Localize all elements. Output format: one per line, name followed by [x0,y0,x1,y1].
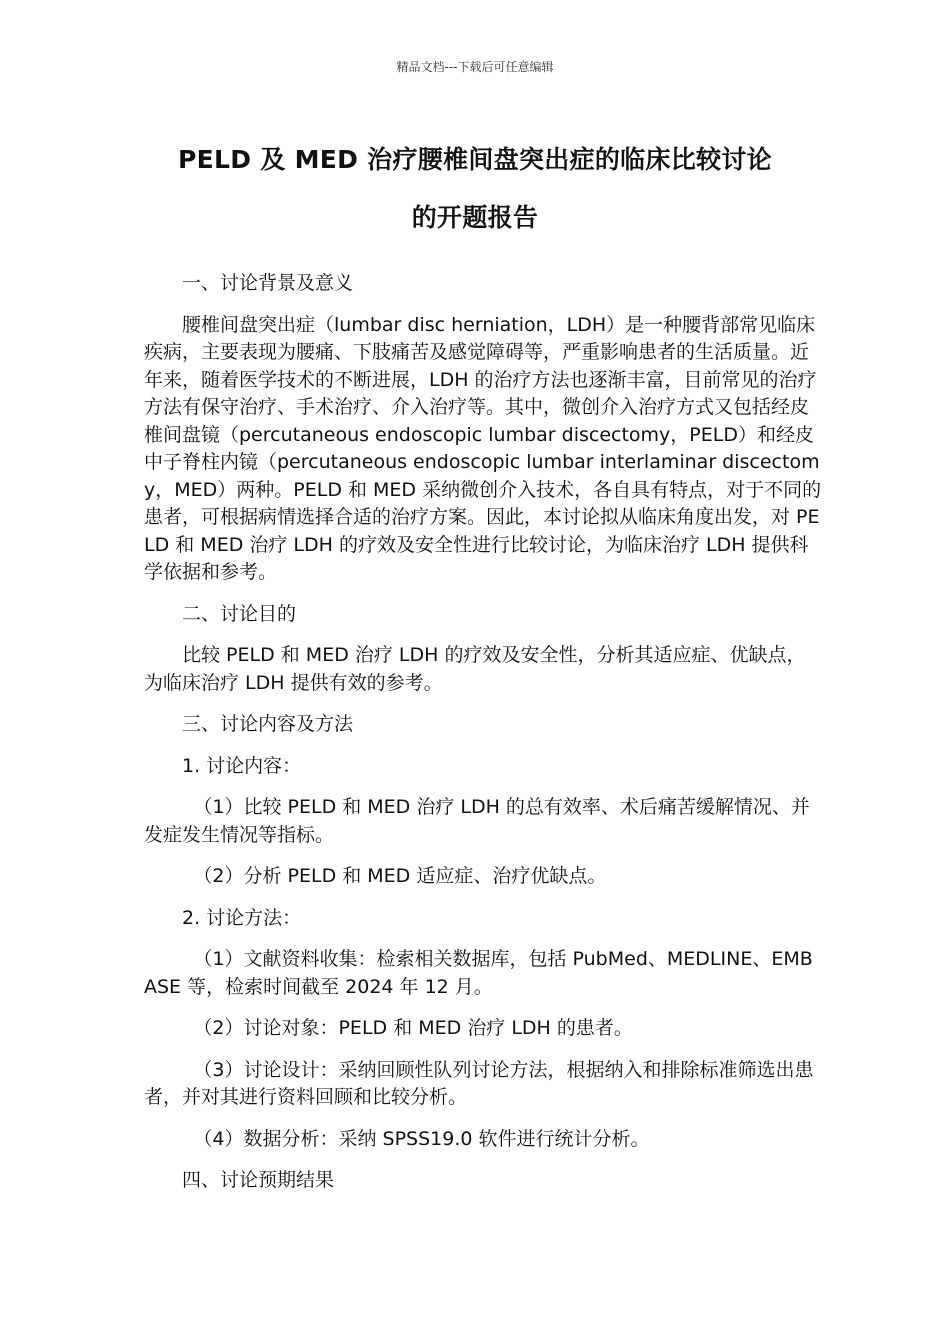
section-heading-content-method: 三、讨论内容及方法 [182,713,354,735]
content-item-1: （1）比较 PELD 和 MED 治疗 LDH 的总有效率、术后痛苦缓解情况、并发症发生情况等指标。 [144,796,810,846]
header-watermark: 精品文档---下载后可任意编辑 [396,60,554,74]
section-heading-background: 一、讨论背景及意义 [182,272,354,294]
document-title-line1: PELD 及 MED 治疗腰椎间盘突出症的临床比较讨论 [177,145,772,174]
section-heading-expected-results: 四、讨论预期结果 [182,1169,335,1191]
method-item-3: （3）讨论设计：采纳回顾性队列讨论方法，根据纳入和排除标准筛选出患者，并对其进行资料回顾和比较分析。 [144,1058,814,1108]
paragraph-background: 腰椎间盘突出症（lumbar disc herniation，LDH）是一种腰背部常见临床疾病，主要表现为腰痛、下肢痛苦及感觉障碍等，严重影响患者的生活质量。近年来，随着医学技术的不断进展，LDH 的治疗方法也逐渐丰富，目前常见的治疗方法有保守治疗、手术治疗、介入治疗等。其中，微创介入治疗方式又包括经皮椎间盘镜（percutaneous endoscopic lumbar discectomy，PELD）和经皮中子脊柱内镜（percutaneous endoscopic lumbar interlaminar discectomy，MED）两种。PELD 和 MED 采纳微创介入技术，各自具有特点，对于不同的患者，可根据病情选择合适的治疗方案。因此，本讨论拟从临床角度出发，对 PELD 和 MED 治疗 LDH 的疗效及安全性进行比较讨论，为临床治疗 LDH 提供科学依据和参考。 [144,313,822,583]
subheading-content: 1. 讨论内容： [182,754,302,777]
paragraph-purpose: 比较 PELD 和 MED 治疗 LDH 的疗效及安全性，分析其适应症、优缺点，为临床治疗 LDH 提供有效的参考。 [144,644,806,694]
content-item-2: （2）分析 PELD 和 MED 适应症、治疗优缺点。 [193,865,607,887]
method-item-4: （4）数据分析：采纳 SPSS19.0 软件进行统计分析。 [193,1127,650,1150]
section-heading-purpose: 二、讨论目的 [182,602,297,625]
document-body [144,270,824,1209]
method-item-1: （1）文献资料收集：检索相关数据库，包括 PubMed、MEDLINE、EMBASE 等，检索时间截至 2024 年 12 月。 [144,948,813,998]
document-title-line2: 的开题报告 [411,203,539,232]
subheading-method: 2. 讨论方法： [182,906,302,929]
method-item-2: （2）讨论对象：PELD 和 MED 治疗 LDH 的患者。 [193,1017,633,1039]
